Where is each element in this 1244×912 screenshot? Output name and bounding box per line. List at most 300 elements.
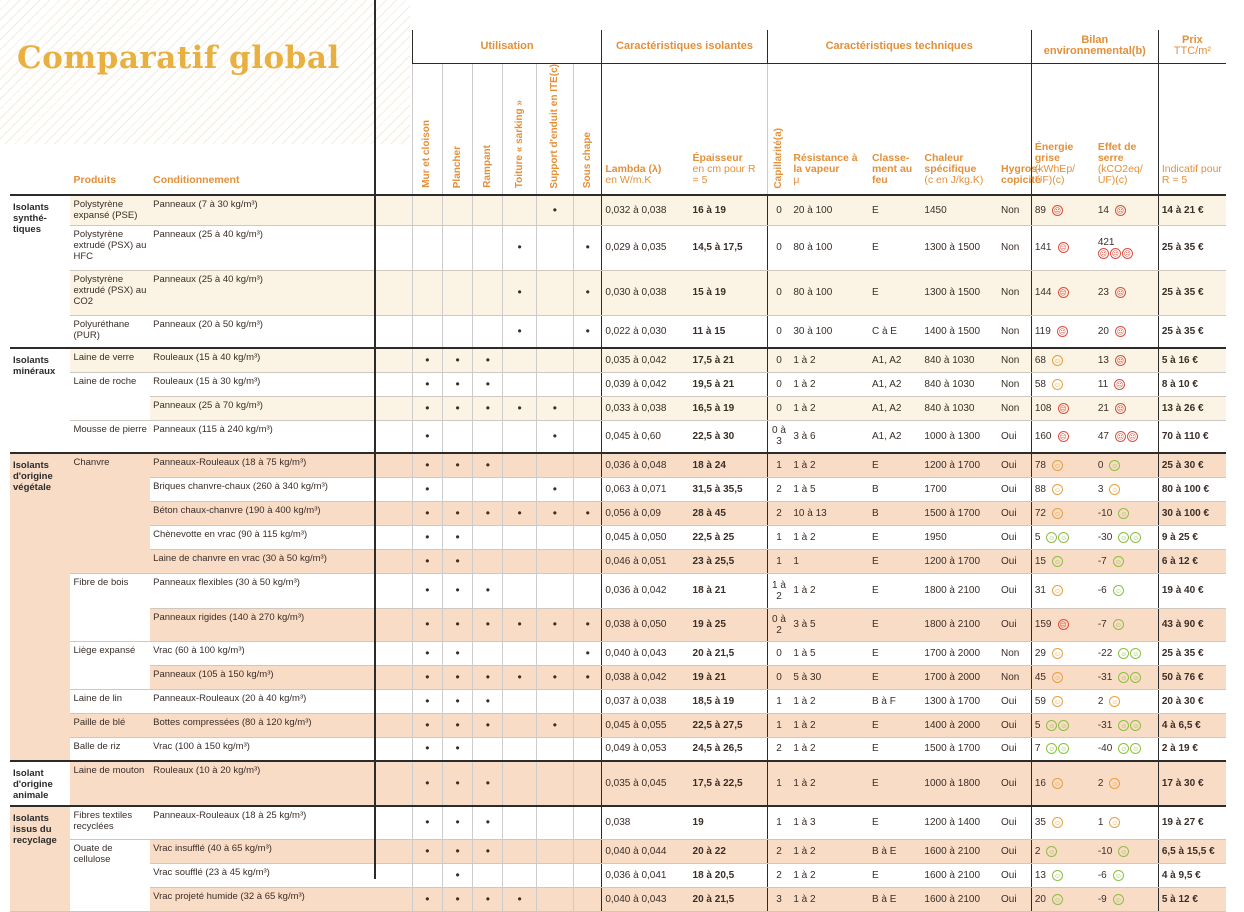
usage-dot	[443, 195, 473, 225]
prix-cell: 9 à 25 €	[1158, 525, 1226, 549]
capillarite-cell: 0	[767, 195, 790, 225]
table-row	[10, 689, 1226, 713]
capillarite-header: Capillarité(a)	[773, 127, 784, 189]
lambda-cell: 0,035 à 0,042	[602, 348, 690, 372]
neutral-face-icon: ☺	[1052, 672, 1063, 683]
feu-cell: E	[869, 225, 921, 270]
capillarite-cell: 0	[767, 372, 790, 396]
usage-dot: •	[536, 195, 573, 225]
table-body	[10, 195, 1226, 911]
usage-dot	[536, 453, 573, 477]
energie-cell	[1031, 806, 1095, 839]
usage-dot	[574, 737, 602, 761]
capillarite-cell: 0	[767, 348, 790, 372]
prix-cell: 25 à 35 €	[1158, 270, 1226, 315]
neutral-face-icon: ☺	[1052, 817, 1063, 828]
usage-dot: •	[443, 839, 473, 863]
energie-cell	[1031, 270, 1095, 315]
epaisseur-cell: 23 à 25,5	[690, 549, 768, 573]
table-row	[10, 270, 1226, 315]
sad-face-icon: ☹	[1058, 287, 1069, 298]
usage-dot	[503, 839, 536, 863]
chaleur-cell: 1000 à 1800	[921, 761, 998, 806]
usage-dot	[503, 863, 536, 887]
usage-dot	[473, 641, 503, 665]
lambda-cell: 0,038 à 0,042	[602, 665, 690, 689]
capillarite-cell: 1	[767, 713, 790, 737]
usage-dot	[503, 549, 536, 573]
hygro-cell: Oui	[998, 713, 1031, 737]
usage-dot: •	[443, 348, 473, 372]
prix-cell: 25 à 30 €	[1158, 453, 1226, 477]
sad-face-icon: ☹	[1110, 248, 1121, 259]
lambda-cell: 0,038 à 0,050	[602, 608, 690, 641]
conditionnement-cell: Panneaux (105 à 150 kg/m³)	[150, 665, 412, 689]
neutral-face-icon: ☺	[1052, 585, 1063, 596]
usage-dot	[503, 641, 536, 665]
usage-dot: •	[473, 713, 503, 737]
resistance-cell: 1 à 2	[790, 573, 869, 608]
capillarite-cell: 0	[767, 665, 790, 689]
neutral-face-icon: ☺	[1052, 355, 1063, 366]
usage-dot	[574, 806, 602, 839]
usage-dot: •	[412, 806, 442, 839]
chaleur-cell: 1700 à 2000	[921, 665, 998, 689]
energie-value: 45	[1034, 671, 1046, 683]
table-row	[10, 761, 1226, 806]
effet-value: -7	[1097, 619, 1107, 631]
effet-cell	[1095, 420, 1159, 453]
neutral-face-icon: ☺	[1109, 778, 1120, 789]
epaisseur-cell: 19 à 25	[690, 608, 768, 641]
usage-dot: •	[412, 713, 442, 737]
feu-cell: E	[869, 761, 921, 806]
usage-dot	[473, 549, 503, 573]
sad-face-icon: ☹	[1114, 379, 1125, 390]
usage-dot	[574, 713, 602, 737]
neutral-face-icon: ☺	[1052, 508, 1063, 519]
happy-face-icon: ☺	[1130, 532, 1141, 543]
hygro-cell: Oui	[998, 501, 1031, 525]
resistance-cell: 10 à 13	[790, 501, 869, 525]
effet-value: -10	[1097, 845, 1113, 857]
table-row	[10, 315, 1226, 348]
energie-cell	[1031, 549, 1095, 573]
hygro-cell: Non	[998, 225, 1031, 270]
usage-dot	[574, 549, 602, 573]
classement-header: Classe-ment au feu	[869, 63, 921, 195]
table-row	[10, 525, 1226, 549]
happy-face-icon: ☺	[1130, 648, 1141, 659]
prix-cell: 5 à 16 €	[1158, 348, 1226, 372]
energie-cell	[1031, 608, 1095, 641]
conditionnement-cell: Panneaux-Rouleaux (20 à 40 kg/m³)	[150, 689, 412, 713]
usage-dot: •	[536, 501, 573, 525]
hygro-cell: Oui	[998, 573, 1031, 608]
epaisseur-cell: 18,5 à 19	[690, 689, 768, 713]
usage-dot: •	[443, 453, 473, 477]
feu-cell: B à E	[869, 839, 921, 863]
happy-face-icon: ☺	[1113, 619, 1124, 630]
hygro-cell: Non	[998, 665, 1031, 689]
usage-dot	[412, 195, 442, 225]
effet-value: 3	[1097, 483, 1104, 495]
usage-dot: •	[536, 477, 573, 501]
usage-dot: •	[536, 420, 573, 453]
usage-dot	[574, 525, 602, 549]
table-row	[10, 608, 1226, 641]
sad-face-icon: ☹	[1115, 326, 1126, 337]
table-row	[10, 396, 1226, 420]
usage-dot	[574, 689, 602, 713]
neutral-face-icon: ☺	[1052, 648, 1063, 659]
usage-dot	[473, 525, 503, 549]
hygro-cell: Oui	[998, 477, 1031, 501]
energie-cell	[1031, 372, 1095, 396]
conditionnement-cell: Rouleaux (15 à 30 kg/m³)	[150, 372, 412, 396]
effet-cell	[1095, 608, 1159, 641]
vertical-divider	[374, 0, 376, 879]
usage-dot	[574, 839, 602, 863]
lambda-cell: 0,056 à 0,09	[602, 501, 690, 525]
usage-dot: •	[443, 689, 473, 713]
hygro-cell: Non	[998, 641, 1031, 665]
energie-value: 68	[1034, 354, 1046, 366]
epaisseur-cell: 16,5 à 19	[690, 396, 768, 420]
energie-value: 16	[1034, 778, 1046, 790]
usage-dot	[536, 887, 573, 911]
lambda-cell: 0,046 à 0,051	[602, 549, 690, 573]
hygro-cell: Oui	[998, 761, 1031, 806]
epaisseur-cell: 19	[690, 806, 768, 839]
usage-dot: •	[574, 270, 602, 315]
feu-cell: E	[869, 737, 921, 761]
prix-cell: 30 à 100 €	[1158, 501, 1226, 525]
category-label: Isolants d'origine végétale	[10, 453, 70, 761]
product-name: Fibre de bois	[70, 573, 150, 641]
capillarite-cell: 2	[767, 737, 790, 761]
sad-face-icon: ☹	[1115, 205, 1126, 216]
effet-cell	[1095, 270, 1159, 315]
happy-face-icon: ☺	[1058, 743, 1069, 754]
table-row	[10, 549, 1226, 573]
product-name: Polystyrène expansé (PSE)	[70, 195, 150, 225]
prix-cell: 14 à 21 €	[1158, 195, 1226, 225]
capillarite-cell: 2	[767, 839, 790, 863]
usage-dot	[412, 863, 442, 887]
prix-cell: 20 à 30 €	[1158, 689, 1226, 713]
resistance-cell: 1	[790, 549, 869, 573]
happy-face-icon: ☺	[1113, 870, 1124, 881]
energie-cell	[1031, 315, 1095, 348]
energie-cell	[1031, 420, 1095, 453]
resistance-cell: 1 à 2	[790, 372, 869, 396]
happy-face-icon: ☺	[1046, 532, 1057, 543]
effet-value: 421	[1097, 236, 1115, 248]
energie-cell	[1031, 713, 1095, 737]
usage-dot	[443, 420, 473, 453]
usage-dot: •	[574, 665, 602, 689]
usage-dot	[574, 348, 602, 372]
effet-cell	[1095, 396, 1159, 420]
usage-dot	[473, 270, 503, 315]
capillarite-cell: 1	[767, 806, 790, 839]
usage-dot	[503, 420, 536, 453]
table-row	[10, 453, 1226, 477]
resistance-cell: 1 à 2	[790, 737, 869, 761]
effet-value: 21	[1097, 402, 1109, 414]
energie-cell	[1031, 641, 1095, 665]
usage-dot: •	[412, 761, 442, 806]
prix-cell: 43 à 90 €	[1158, 608, 1226, 641]
effet-cell	[1095, 641, 1159, 665]
happy-face-icon: ☺	[1046, 720, 1057, 731]
usage-dot	[503, 689, 536, 713]
usage-dot	[503, 195, 536, 225]
effet-cell	[1095, 689, 1159, 713]
energie-cell	[1031, 737, 1095, 761]
effet-cell	[1095, 806, 1159, 839]
table-row	[10, 348, 1226, 372]
resistance-cell: 1 à 2	[790, 863, 869, 887]
conditionnement-cell: Panneaux (25 à 40 kg/m³)	[150, 225, 412, 270]
usage-dot	[503, 761, 536, 806]
bilan-header: Bilan environnemental(b)	[1031, 30, 1158, 63]
chaleur-cell: 1700	[921, 477, 998, 501]
effet-cell	[1095, 761, 1159, 806]
lambda-cell: 0,045 à 0,60	[602, 420, 690, 453]
capillarite-cell: 1	[767, 453, 790, 477]
hygro-cell: Oui	[998, 887, 1031, 911]
conditionnement-cell: Béton chaux-chanvre (190 à 400 kg/m³)	[150, 501, 412, 525]
energie-cell	[1031, 761, 1095, 806]
energie-value: 141	[1034, 242, 1052, 254]
caract-isolantes-header: Caractéristiques isolantes	[602, 30, 767, 63]
energie-value: 160	[1034, 430, 1052, 442]
conditionnement-cell: Vrac (60 à 100 kg/m³)	[150, 641, 412, 665]
happy-face-icon: ☺	[1058, 532, 1069, 543]
happy-face-icon: ☺	[1046, 846, 1057, 857]
resistance-cell: 1 à 2	[790, 887, 869, 911]
epaisseur-cell: 28 à 45	[690, 501, 768, 525]
usage-dot: •	[443, 713, 473, 737]
prix-cell: 80 à 100 €	[1158, 477, 1226, 501]
prix-cell: 4 à 6,5 €	[1158, 713, 1226, 737]
usage-dot	[443, 225, 473, 270]
happy-face-icon: ☺	[1118, 648, 1129, 659]
usage-dot	[443, 477, 473, 501]
chaleur-cell: 1200 à 1700	[921, 549, 998, 573]
usage-dot	[412, 315, 442, 348]
chaleur-cell: 1400 à 1500	[921, 315, 998, 348]
table-row	[10, 806, 1226, 839]
conditionnement-cell: Panneaux (7 à 30 kg/m³)	[150, 195, 412, 225]
feu-cell: B	[869, 501, 921, 525]
happy-face-icon: ☺	[1058, 720, 1069, 731]
energie-value: 144	[1034, 287, 1052, 299]
prix-cell: 4 à 9,5 €	[1158, 863, 1226, 887]
table-row	[10, 477, 1226, 501]
table-row	[10, 195, 1226, 225]
prix-cell: 25 à 35 €	[1158, 641, 1226, 665]
usage-dot: •	[503, 665, 536, 689]
conditionnement-cell: Panneaux (25 à 40 kg/m³)	[150, 270, 412, 315]
epaisseur-cell: 24,5 à 26,5	[690, 737, 768, 761]
usage-dot: •	[574, 225, 602, 270]
usage-dot	[503, 477, 536, 501]
feu-cell: E	[869, 713, 921, 737]
lambda-cell: 0,036 à 0,041	[602, 863, 690, 887]
usage-dot: •	[574, 608, 602, 641]
lambda-cell: 0,030 à 0,038	[602, 270, 690, 315]
feu-cell: A1, A2	[869, 348, 921, 372]
usage-dot	[574, 195, 602, 225]
usage-dot	[574, 573, 602, 608]
effet-value: -30	[1097, 531, 1113, 543]
chaleur-cell: 1600 à 2100	[921, 839, 998, 863]
epaisseur-cell: 31,5 à 35,5	[690, 477, 768, 501]
prix-cell: 19 à 40 €	[1158, 573, 1226, 608]
usage-dot	[536, 225, 573, 270]
energie-value: 88	[1034, 483, 1046, 495]
resistance-cell: 20 à 100	[790, 195, 869, 225]
prix-cell: 13 à 26 €	[1158, 396, 1226, 420]
effet-cell	[1095, 453, 1159, 477]
happy-face-icon: ☺	[1118, 672, 1129, 683]
neutral-face-icon: ☺	[1109, 696, 1120, 707]
usage-dot	[473, 477, 503, 501]
energie-value: 78	[1034, 459, 1046, 471]
chaleur-cell: 1500 à 1700	[921, 501, 998, 525]
energie-cell	[1031, 348, 1095, 372]
energie-value: 7	[1034, 743, 1041, 755]
feu-cell: E	[869, 549, 921, 573]
resistance-cell: 1 à 2	[790, 453, 869, 477]
usage-dot: •	[443, 525, 473, 549]
capillarite-cell: 0	[767, 225, 790, 270]
usage-dot	[574, 453, 602, 477]
happy-face-icon: ☺	[1130, 743, 1141, 754]
chaleur-cell: 840 à 1030	[921, 396, 998, 420]
happy-face-icon: ☺	[1052, 556, 1063, 567]
feu-cell: A1, A2	[869, 420, 921, 453]
usage-dot	[473, 315, 503, 348]
usage-dot: •	[503, 315, 536, 348]
usage-dot: •	[536, 608, 573, 641]
usage-dot	[473, 737, 503, 761]
lambda-cell: 0,049 à 0,053	[602, 737, 690, 761]
product-name: Polystyrène extrudé (PSX) au HFC	[70, 225, 150, 270]
product-name: Polystyrène extrudé (PSX) au CO2	[70, 270, 150, 315]
chaleur-cell: 1500 à 1700	[921, 737, 998, 761]
product-name: Laine de verre	[70, 348, 150, 372]
effet-value: 11	[1097, 378, 1109, 390]
effet-value: 47	[1097, 430, 1109, 442]
util-col-mur: Mur et cloison	[421, 120, 433, 189]
lambda-cell: 0,045 à 0,055	[602, 713, 690, 737]
effet-cell	[1095, 501, 1159, 525]
effet-cell	[1095, 839, 1159, 863]
usage-dot	[574, 477, 602, 501]
capillarite-cell: 2	[767, 863, 790, 887]
energie-value: 58	[1034, 378, 1046, 390]
sad-face-icon: ☹	[1115, 403, 1126, 414]
epaisseur-cell: 22,5 à 27,5	[690, 713, 768, 737]
prix-cell: 5 à 12 €	[1158, 887, 1226, 911]
effet-value: -22	[1097, 647, 1113, 659]
energie-cell	[1031, 573, 1095, 608]
feu-cell: B à E	[869, 887, 921, 911]
capillarite-cell: 1	[767, 549, 790, 573]
usage-dot: •	[412, 372, 442, 396]
feu-cell: E	[869, 608, 921, 641]
usage-dot	[443, 315, 473, 348]
usage-dot: •	[473, 761, 503, 806]
effet-value: 0	[1097, 459, 1104, 471]
feu-cell: C à E	[869, 315, 921, 348]
usage-dot: •	[443, 549, 473, 573]
table-row	[10, 225, 1226, 270]
effet-header: Effet de serre (kCO2eq/ UF)(c)	[1095, 63, 1159, 195]
hygro-cell: Non	[998, 315, 1031, 348]
epaisseur-cell: 19 à 21	[690, 665, 768, 689]
happy-face-icon: ☺	[1052, 894, 1063, 905]
energie-cell	[1031, 839, 1095, 863]
chaleur-cell: 1950	[921, 525, 998, 549]
chaleur-cell: 1450	[921, 195, 998, 225]
product-name: Polyuréthane (PUR)	[70, 315, 150, 348]
conditionnement-cell: Panneaux-Rouleaux (18 à 25 kg/m³)	[150, 806, 412, 839]
effet-cell	[1095, 549, 1159, 573]
energie-value: 31	[1034, 585, 1046, 597]
product-name: Ouate de cellulose	[70, 839, 150, 911]
feu-cell: B à F	[869, 689, 921, 713]
lambda-cell: 0,037 à 0,038	[602, 689, 690, 713]
epaisseur-cell: 20 à 21,5	[690, 641, 768, 665]
product-name: Mousse de pierre	[70, 420, 150, 453]
usage-dot: •	[503, 225, 536, 270]
resistance-cell: 5 à 30	[790, 665, 869, 689]
effet-cell	[1095, 372, 1159, 396]
effet-cell	[1095, 713, 1159, 737]
usage-dot	[503, 372, 536, 396]
sad-face-icon: ☹	[1057, 326, 1068, 337]
effet-value: -10	[1097, 507, 1113, 519]
resistance-cell: 1 à 2	[790, 761, 869, 806]
prix-cell: 25 à 35 €	[1158, 315, 1226, 348]
effet-cell	[1095, 863, 1159, 887]
usage-dot	[503, 806, 536, 839]
usage-dot: •	[412, 737, 442, 761]
feu-cell: E	[869, 665, 921, 689]
lambda-cell: 0,022 à 0,030	[602, 315, 690, 348]
usage-dot	[536, 863, 573, 887]
capillarite-cell: 2	[767, 501, 790, 525]
energie-cell	[1031, 665, 1095, 689]
table-row	[10, 665, 1226, 689]
feu-cell: E	[869, 270, 921, 315]
usage-dot	[443, 270, 473, 315]
energie-value: 20	[1034, 893, 1046, 905]
feu-cell: E	[869, 806, 921, 839]
energie-value: 35	[1034, 817, 1046, 829]
prix-cell: 50 à 76 €	[1158, 665, 1226, 689]
usage-dot	[536, 761, 573, 806]
prix-cell: 17 à 30 €	[1158, 761, 1226, 806]
lambda-cell: 0,040 à 0,043	[602, 887, 690, 911]
conditionnement-cell: Panneaux-Rouleaux (18 à 75 kg/m³)	[150, 453, 412, 477]
effet-cell	[1095, 225, 1159, 270]
